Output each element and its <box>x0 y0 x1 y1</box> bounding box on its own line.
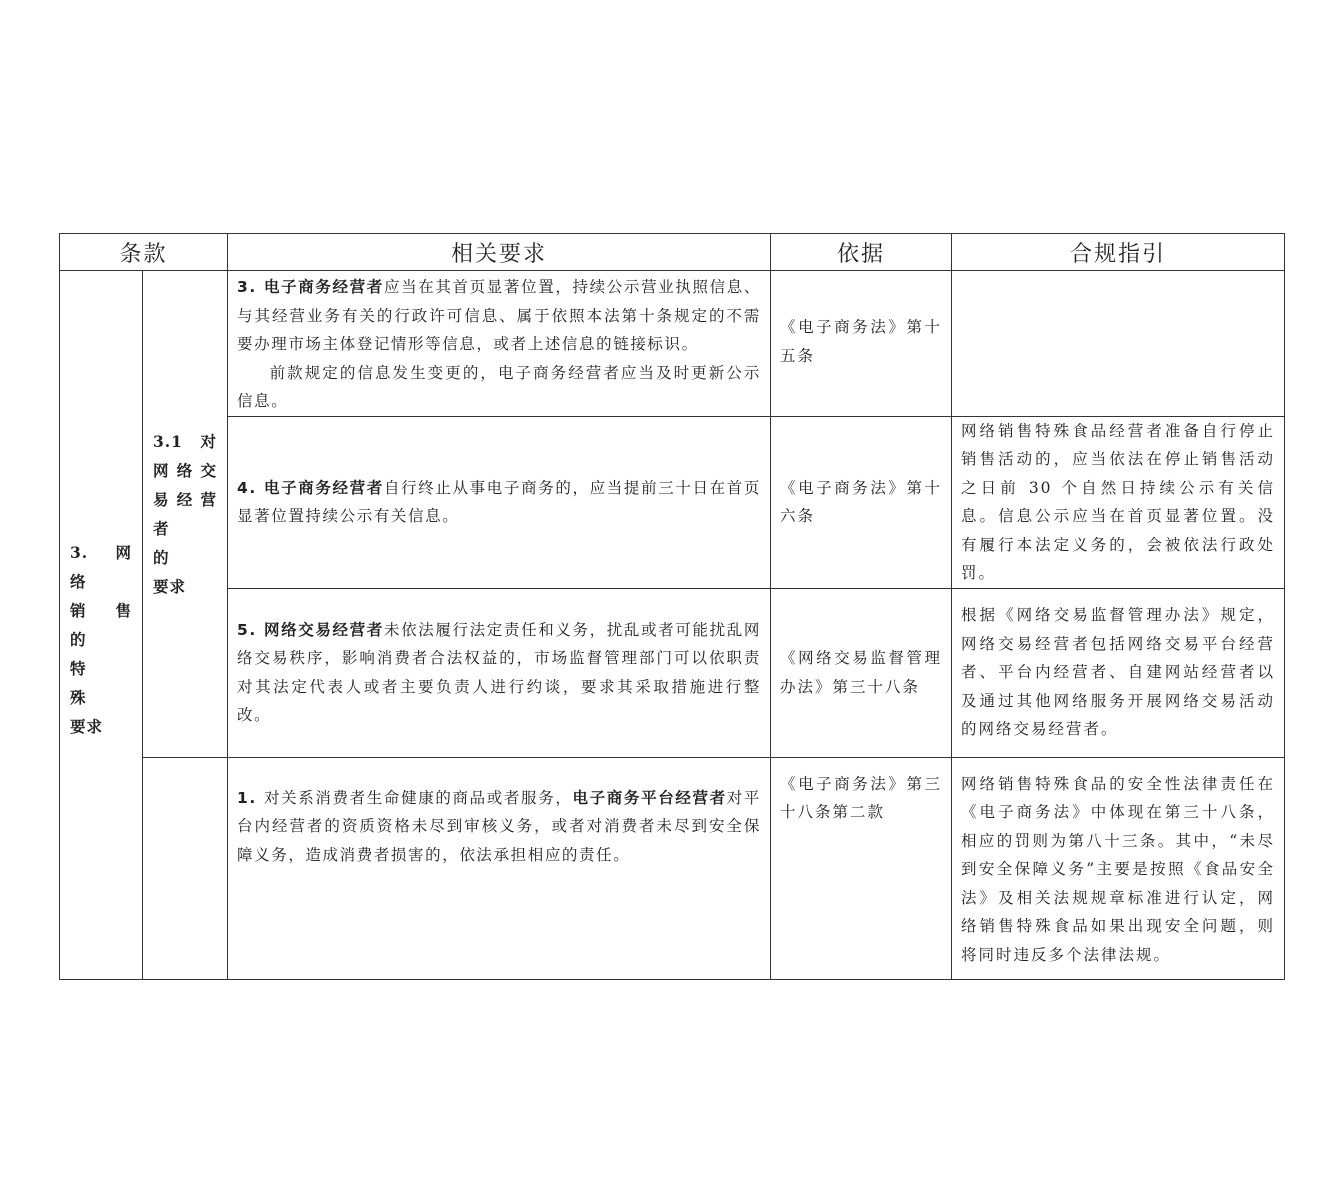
section-cell <box>60 271 143 980</box>
guide-text: 网络销售特殊食品经营者准备自行停止销售活动的，应当依法在停止销售活动之日前 30 个自然日持续公示有关信息。信息公示应当在首页显著位置。没有履行本法定义务的，会被依法行政处罚。 <box>961 421 1276 582</box>
guide-text: 网络销售特殊食品的安全性法律责任在《电子商务法》中体现在第三十八条，相应的罚则为第八十三条。其中，“未尽到安全保障义务”主要是按照《食品安全法》及相关法规规章标准进行认定，网络销售特殊食品如果出现安全问题，则将同时违反多个法律法规。 <box>961 774 1276 964</box>
basis-text: 《电子商务法》第十六条 <box>780 478 943 525</box>
table-row <box>60 416 1285 588</box>
subsection-empty-cell <box>143 757 228 979</box>
basis-cell <box>771 416 952 588</box>
basis-cell <box>771 757 952 979</box>
requirement-text: 3. 电子商务经营者应当在其首页显著位置，持续公示营业执照信息、与其经营业务有关的行政许可信息、属于依照本法第十条规定的不需要办理市场主体登记情形等信息，或者上述信息的链接标识。 前款规定的信息发生变更的，电子商务经营者应当及时更新公示信息。 <box>237 278 762 410</box>
guide-cell <box>952 416 1285 588</box>
subsection-cell <box>143 271 228 758</box>
requirement-cell <box>228 757 771 979</box>
header-basis: 依据 <box>771 234 952 271</box>
header-requirement: 相关要求 <box>228 234 771 271</box>
basis-text: 《电子商务法》第十五条 <box>780 318 943 365</box>
basis-cell <box>771 271 952 417</box>
table-row <box>60 588 1285 757</box>
requirement-cell <box>228 416 771 588</box>
header-guide: 合规指引 <box>952 234 1285 271</box>
subsection-label: 3.1 对 网 络 交 易 经 营 者 的 要求 <box>153 431 218 596</box>
guide-text: 根据《网络交易监督管理办法》规定，网络交易经营者包括网络交易平台经营者、平台内经营者、自建网站经营者以及通过其他网络服务开展网络交易活动的网络交易经营者。 <box>961 606 1276 739</box>
basis-text: 《网络交易监督管理办法》第三十八条 <box>780 649 943 696</box>
section-label: 3. 网 络 销 售 的 特 殊 要求 <box>70 543 132 737</box>
requirement-text: 4. 电子商务经营者自行终止从事电子商务的，应当提前三十日在首页显著位置持续公示有关信息。 <box>237 478 762 525</box>
requirement-cell <box>228 271 771 417</box>
requirement-cell <box>228 588 771 757</box>
guide-cell <box>952 271 1285 417</box>
table-row <box>60 271 1285 417</box>
table-row <box>60 757 1285 979</box>
basis-text: 《电子商务法》第三十八条第二款 <box>780 774 943 821</box>
regulation-table <box>59 233 1285 980</box>
requirement-text: 5. 网络交易经营者未依法履行法定责任和义务，扰乱或者可能扰乱网络交易秩序，影响消费者合法权益的，市场监督管理部门可以依职责对其法定代表人或者主要负责人进行约谈，要求其采取措施进行整改。 <box>237 620 762 724</box>
header-clause: 条款 <box>60 234 228 271</box>
table-header-row <box>60 234 1285 271</box>
basis-cell <box>771 588 952 757</box>
guide-cell <box>952 757 1285 979</box>
guide-cell <box>952 588 1285 757</box>
requirement-text: 1. 对关系消费者生命健康的商品或者服务，电子商务平台经营者对平台内经营者的资质资格未尽到审核义务，或者对消费者未尽到安全保障义务，造成消费者损害的，依法承担相应的责任。 <box>237 788 762 864</box>
